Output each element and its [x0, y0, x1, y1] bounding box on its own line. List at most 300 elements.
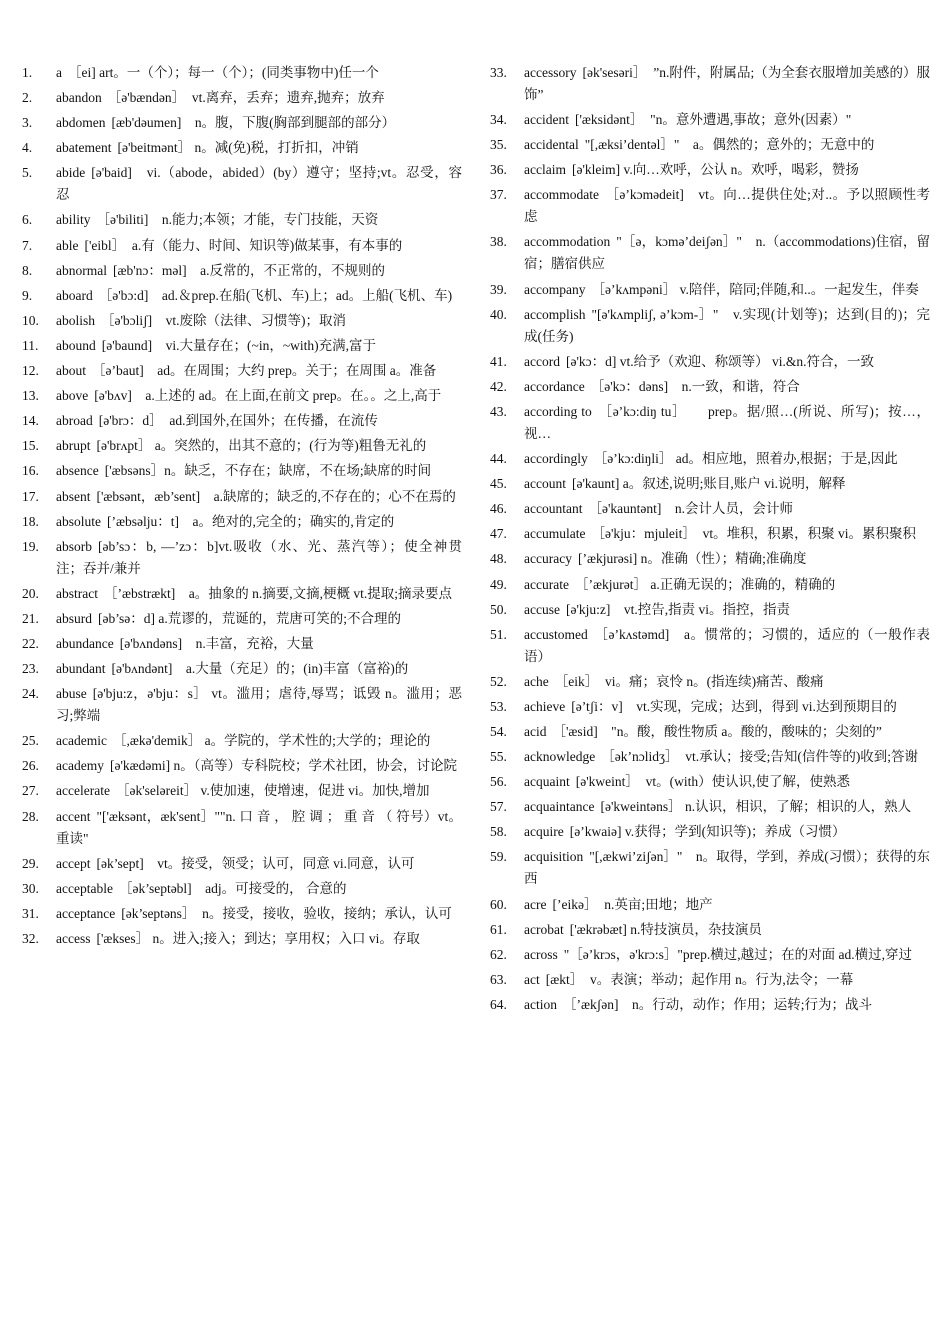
- entry-body: [56, 285, 462, 307]
- entry-body: [524, 62, 930, 106]
- entry-number: 39.: [490, 281, 507, 297]
- entry-definition: ［ə'bændən］ vt.离弃，丢弃；遗弃,抛弃；放弃: [107, 90, 385, 106]
- entry-definition: ［ə'kɔ：dəns] n.一致，和谐，符合: [590, 378, 800, 394]
- vocab-entry: [490, 401, 930, 445]
- entry-number: 60.: [490, 896, 507, 912]
- entry-number: 34.: [490, 112, 507, 128]
- vocab-entry: [490, 796, 930, 818]
- entry-number: 37.: [490, 187, 507, 203]
- entry-body: [524, 671, 930, 693]
- vocab-entry: [490, 894, 930, 916]
- entry-headword: absence: [56, 463, 99, 479]
- entry-headword: absorb: [56, 538, 92, 554]
- entry-number: 18.: [22, 513, 39, 529]
- entry-headword: accustomed: [524, 626, 588, 642]
- entry-body: [56, 683, 462, 727]
- vocab-entry: [490, 919, 930, 941]
- vocab-entry: [22, 536, 462, 580]
- entry-number: 54.: [490, 723, 507, 739]
- entry-body: [56, 903, 462, 925]
- entry-definition: ［ə'bɔliʃ] vt.废除（法律、习惯等)；取消: [101, 312, 347, 328]
- entry-body: [56, 335, 462, 357]
- entry-number: 42.: [490, 378, 507, 394]
- entry-headword: action: [524, 996, 557, 1012]
- entry-number: 8.: [22, 262, 33, 278]
- entry-body: [524, 523, 930, 545]
- entry-definition: [ə'kweint］ vt。(with）使认识,使了解，使熟悉: [575, 774, 851, 790]
- vocab-entry: [490, 771, 930, 793]
- entry-body: [56, 410, 462, 432]
- entry-number: 58.: [490, 824, 507, 840]
- entry-definition: [ə'baund] vi.大量存在；(~in，~with)充满,富于: [101, 337, 377, 353]
- entry-headword: ache: [524, 673, 549, 689]
- vocab-entry: [490, 599, 930, 621]
- entry-definition: ['ækrəbæt] n.特技演员，杂技演员: [569, 921, 762, 937]
- entry-body: [524, 473, 930, 495]
- entry-definition: ['eibl］ a.有（能力、时间、知识等)做某事，有本事的: [84, 237, 403, 253]
- entry-number: 11.: [22, 337, 39, 353]
- entry-body: [56, 486, 462, 508]
- vocab-entry: [490, 159, 930, 181]
- entry-body: [56, 209, 462, 231]
- entry-body: [56, 511, 462, 533]
- entry-body: [524, 846, 930, 890]
- vocab-entry: [490, 498, 930, 520]
- entry-definition: [əb’sɔ：b, —’zɔ：b]vt.吸收（水、光、蒸汽等）；使全神贯注；吞并/兼并: [56, 538, 462, 576]
- vocab-entry: [22, 209, 462, 231]
- entry-body: [56, 658, 462, 680]
- entry-headword: about: [56, 363, 86, 379]
- entry-number: 57.: [490, 799, 507, 815]
- entry-body: [56, 878, 462, 900]
- entry-definition: [ə'kweintəns］ n.认识，相识，了解；相识的人，熟人: [600, 799, 912, 815]
- entry-headword: accent: [56, 808, 91, 824]
- entry-number: 59.: [490, 849, 507, 865]
- entry-headword: abolish: [56, 312, 95, 328]
- entry-body: [56, 260, 462, 282]
- entry-definition: [ə'kaunt] a。叙述,说明;账目,账户 vi.说明，解释: [571, 476, 846, 492]
- entry-body: [56, 235, 462, 257]
- vocab-entry: [22, 435, 462, 457]
- entry-definition: ［ə'kju：mjuleit］ vt。堆积，积累，积聚 vi。累积聚积: [591, 526, 917, 542]
- vocab-entry: [22, 486, 462, 508]
- entry-body: [56, 755, 462, 777]
- vocab-entry: [22, 162, 462, 206]
- entry-number: 33.: [490, 65, 507, 80]
- entry-number: 47.: [490, 526, 507, 542]
- entry-number: 32.: [22, 930, 39, 946]
- entry-definition: [ə'kju:z] vt.控告,指责 vi。指控，指责: [565, 601, 791, 617]
- vocab-entry: [490, 721, 930, 743]
- entry-definition: [ə'bʌndəns] n.丰富，充裕，大量: [119, 635, 314, 651]
- entry-body: [524, 304, 930, 348]
- entry-number: 14.: [22, 413, 39, 429]
- entry-headword: acrobat: [524, 921, 564, 937]
- entry-definition: "[ə'kʌmpliʃ, ə’kɔm-］" v.实现(计划等)；达到(目的)；完成(任务): [524, 306, 930, 344]
- entry-body: [524, 771, 930, 793]
- vocab-entry: [22, 235, 462, 257]
- entry-number: 61.: [490, 921, 507, 937]
- entry-headword: abide: [56, 165, 86, 181]
- vocab-entry: [490, 944, 930, 966]
- entry-definition: ［eik］ vi。痛；哀怜 n。(指连续)痛苦、酸痛: [554, 673, 824, 689]
- vocab-entry: [490, 821, 930, 843]
- entry-headword: accept: [56, 855, 91, 871]
- entry-headword: according to: [524, 403, 592, 419]
- entry-headword: academy: [56, 758, 104, 774]
- vocab-entry: [22, 511, 462, 533]
- vocab-entry: [22, 928, 462, 950]
- entry-headword: accomplish: [524, 306, 586, 322]
- entry-number: 36.: [490, 162, 507, 178]
- entry-number: 20.: [22, 585, 39, 601]
- entry-headword: abundance: [56, 635, 114, 651]
- entry-definition: ['æksidənt］ "n。意外遭遇,事故；意外(因素）": [574, 112, 852, 128]
- entry-definition: [ə’tʃi：v] vt.实现，完成；达到，得到 vi.达到预期目的: [571, 698, 897, 714]
- vocab-entry: [22, 683, 462, 727]
- entry-definition: ［’æbstrækt] a。抽象的 n.摘要,文摘,梗概 vt.提取;摘录要点: [103, 585, 452, 601]
- entry-headword: across: [524, 946, 558, 962]
- entry-number: 53.: [490, 698, 507, 714]
- entry-body: [524, 894, 930, 916]
- entry-definition: ［,ækə'demik］ a。学院的，学术性的;大学的；理论的: [112, 733, 431, 749]
- entry-headword: abroad: [56, 413, 93, 429]
- entry-definition: ［ə'biliti] n.能力;本领；才能，专门技能，天资: [96, 212, 379, 228]
- entry-headword: abundant: [56, 661, 106, 677]
- entry-body: [56, 608, 462, 630]
- entry-number: 46.: [490, 501, 507, 517]
- vocab-entry: [490, 231, 930, 275]
- entry-headword: absurd: [56, 610, 92, 626]
- entry-body: [524, 134, 930, 156]
- left-column: [22, 62, 462, 953]
- entry-definition: [ə’kwaiə] v.获得；学到(知识等)；养成（习惯）: [569, 824, 846, 840]
- vocab-entry: [490, 304, 930, 348]
- entry-headword: abrupt: [56, 438, 91, 454]
- vocab-entry: [490, 746, 930, 768]
- entry-number: 48.: [490, 551, 507, 567]
- entry-body: [524, 624, 930, 668]
- entry-headword: access: [56, 930, 91, 946]
- entry-headword: act: [524, 971, 540, 987]
- entry-definition: [ə'baid] vi.（abode，abided）(by）遵守；坚持;vt。忍受，容忍: [56, 165, 462, 203]
- entry-body: [56, 460, 462, 482]
- entry-body: [524, 944, 930, 966]
- entry-body: [524, 401, 930, 445]
- entry-headword: accountant: [524, 501, 583, 517]
- entry-body: [56, 360, 462, 382]
- entry-body: [56, 928, 462, 950]
- entry-body: [524, 696, 930, 718]
- vocab-entry: [22, 780, 462, 802]
- vocab-entry: [22, 410, 462, 432]
- entry-number: 6.: [22, 212, 33, 228]
- entry-definition: ［ə’kɔmədeit] vt。向…提供住处;对..。予以照顾性考虑: [524, 187, 930, 225]
- entry-body: [524, 821, 930, 843]
- entry-headword: academic: [56, 733, 107, 749]
- vocab-entry: [490, 574, 930, 596]
- entry-headword: accumulate: [524, 526, 586, 542]
- vocab-entry: [22, 633, 462, 655]
- entry-definition: ［ək'seləreit］ v.使加速，使增速，促进 vi。加快,增加: [115, 783, 430, 799]
- entry-headword: acceptable: [56, 880, 113, 896]
- entry-number: 9.: [22, 287, 33, 303]
- entry-headword: accidental: [524, 137, 579, 153]
- vocab-entry: [22, 755, 462, 777]
- entry-headword: accommodation: [524, 234, 611, 250]
- entry-headword: aboard: [56, 287, 93, 303]
- entry-number: 12.: [22, 363, 39, 379]
- vocab-entry: [22, 583, 462, 605]
- entry-definition: [’æbsəlju：t] a。绝对的,完全的；确实的,肯定的: [107, 513, 395, 529]
- entry-definition: [ək’septəns］ n。接受，接收，验收，接纳；承认，认可: [121, 905, 452, 921]
- entry-number: 7.: [22, 237, 33, 253]
- entry-definition: ［ək’septəbl] adj。可接受的， 合意的: [118, 880, 347, 896]
- vocab-entry: [490, 279, 930, 301]
- entry-definition: ['ækses］ n。进入;接入；到达；享用权；入口 vi。存取: [96, 930, 420, 946]
- entry-headword: acknowledge: [524, 749, 596, 765]
- vocab-entry: [22, 608, 462, 630]
- right-column: [490, 62, 930, 1019]
- entry-number: 5.: [22, 165, 33, 181]
- vocab-entry: [490, 134, 930, 156]
- entry-body: [524, 159, 930, 181]
- entry-number: 45.: [490, 476, 507, 492]
- entry-number: 3.: [22, 115, 33, 131]
- entry-body: [524, 746, 930, 768]
- entry-definition: "[,æksi’dentəl］" a。偶然的；意外的；无意中的: [584, 137, 875, 153]
- entry-body: [524, 498, 930, 520]
- entry-definition: ['æbsəns］n。缺乏，不存在；缺席，不在场;缺席的时间: [104, 463, 432, 479]
- vocab-entry: [490, 671, 930, 693]
- vocab-entry: [22, 360, 462, 382]
- entry-definition: ［ə’kɔ:diŋ tu］ prep。据/照…(所说、所写)；按…，视…: [524, 403, 930, 441]
- entry-number: 16.: [22, 463, 39, 479]
- entry-definition: [ə'brʌpt］ a。突然的，出其不意的；(行为等)粗鲁无礼的: [96, 438, 427, 454]
- vocab-entry: [22, 853, 462, 875]
- vocab-entry: [22, 335, 462, 357]
- entry-headword: absent: [56, 488, 91, 504]
- entry-number: 51.: [490, 626, 507, 642]
- entry-definition: [ə'brɔ：d］ ad.到国外,在国外；在传播，在流传: [98, 413, 378, 429]
- entry-definition: [ə'kædəmi] n。（高等）专科院校；学术社团，协会，讨论院: [109, 758, 458, 774]
- entry-number: 40.: [490, 306, 507, 322]
- entry-number: 2.: [22, 90, 33, 106]
- entry-number: 31.: [22, 905, 39, 921]
- entry-definition: "［ə’krɔs，ə'krɔ:s］"prep.横过,越过；在的对面 ad.横过,穿过: [563, 946, 913, 962]
- entry-headword: abound: [56, 337, 96, 353]
- entry-body: [524, 448, 930, 470]
- entry-body: [56, 162, 462, 206]
- entry-number: 50.: [490, 601, 507, 617]
- entry-definition: ［ək’nɔlidʒ］ vt.承认；接受;告知(信件等的)收到;答谢: [601, 749, 919, 765]
- entry-headword: accordance: [524, 378, 585, 394]
- vocab-entry: [490, 548, 930, 570]
- entry-number: 64.: [490, 996, 507, 1012]
- entry-number: 43.: [490, 403, 507, 419]
- vocab-entry: [490, 969, 930, 991]
- entry-body: [524, 994, 930, 1016]
- entry-definition: [ə'kɔ：d] vt.给予（欢迎、称颂等） vi.&n.符合，一致: [565, 353, 875, 369]
- entry-headword: abuse: [56, 686, 87, 702]
- entry-headword: abandon: [56, 90, 102, 106]
- entry-headword: accuracy: [524, 551, 572, 567]
- entry-definition: ［ə'bɔ:d] ad.＆prep.在船(飞机、车)上；ad。上船(飞机、车): [98, 287, 453, 303]
- entry-headword: acid: [524, 723, 547, 739]
- entry-number: 10.: [22, 312, 39, 328]
- entry-number: 24.: [22, 686, 39, 702]
- entry-body: [524, 796, 930, 818]
- entry-headword: acquaintance: [524, 799, 595, 815]
- entry-number: 52.: [490, 673, 507, 689]
- entry-definition: ［ə’kʌstəmd] a。惯常的；习惯的，适应的（一般作表语）: [524, 626, 930, 664]
- entry-body: [56, 806, 462, 850]
- vocab-entry: [22, 878, 462, 900]
- entry-number: 26.: [22, 758, 39, 774]
- entry-number: 15.: [22, 438, 39, 454]
- vocab-entry: [22, 730, 462, 752]
- entry-definition: [æb'nɔ：məl] a.反常的，不正常的，不规则的: [112, 262, 386, 278]
- vocab-entry: [490, 473, 930, 495]
- vocab-entry: [490, 994, 930, 1016]
- entry-body: [56, 137, 462, 159]
- entry-body: [524, 184, 930, 228]
- entry-definition: [ækt］ v。表演；举动；起作用 n。行为,法令；一幕: [545, 971, 854, 987]
- entry-headword: accord: [524, 353, 560, 369]
- entry-definition: ［’ækʃən] n。行动，动作；作用；运转;行为；战斗: [563, 996, 872, 1012]
- entry-body: [524, 376, 930, 398]
- vocab-entry: [490, 184, 930, 228]
- entry-headword: acre: [524, 896, 547, 912]
- entry-number: 4.: [22, 140, 33, 156]
- entry-body: [524, 109, 930, 131]
- vocab-entry: [490, 846, 930, 890]
- vocab-entry: [22, 260, 462, 282]
- entry-body: [524, 279, 930, 301]
- vocab-entry: [22, 87, 462, 109]
- entry-body: [56, 583, 462, 605]
- entry-body: [524, 919, 930, 941]
- entry-body: [56, 435, 462, 457]
- entry-headword: acclaim: [524, 162, 566, 178]
- entry-headword: accelerate: [56, 783, 110, 799]
- vocab-entry: [22, 137, 462, 159]
- entry-number: 13.: [22, 388, 39, 404]
- entry-number: 21.: [22, 610, 39, 626]
- vocab-entry: [490, 523, 930, 545]
- vocab-entry: [490, 624, 930, 668]
- entry-definition: [əb’sə：d] a.荒谬的，荒诞的，荒唐可笑的;不合理的: [98, 610, 401, 626]
- entry-body: [56, 633, 462, 655]
- entry-headword: accuse: [524, 601, 560, 617]
- vocab-entry: [22, 903, 462, 925]
- entry-number: 55.: [490, 749, 507, 765]
- entry-headword: accident: [524, 112, 569, 128]
- entry-definition: [ə'kleim] v.向…欢呼，公认 n。欢呼，喝彩，赞扬: [571, 162, 859, 178]
- entry-number: 25.: [22, 733, 39, 749]
- vocab-entry: [22, 285, 462, 307]
- vocab-entry: [490, 448, 930, 470]
- entry-headword: abatement: [56, 140, 112, 156]
- entry-headword: abdomen: [56, 115, 106, 131]
- entry-body: [524, 548, 930, 570]
- entry-headword: able: [56, 237, 79, 253]
- entry-number: 44.: [490, 451, 507, 467]
- entry-headword: accompany: [524, 281, 586, 297]
- entry-number: 17.: [22, 488, 39, 504]
- entry-definition: ［ə’baut] ad。在周围；大约 prep。关于；在周围 a。准备: [92, 363, 437, 379]
- entry-headword: achieve: [524, 698, 566, 714]
- entry-body: [56, 385, 462, 407]
- entry-headword: acquisition: [524, 849, 584, 865]
- entry-definition: [ə'bju:z，ə'bju：s］ vt。滥用；虐待,辱骂；诋毁 n。滥用；恶习;弊端: [56, 686, 462, 724]
- entry-number: 49.: [490, 576, 507, 592]
- entry-definition: "[,ækwi’ziʃən］" n。取得，学到，养成(习惯）；获得的东西: [524, 849, 930, 887]
- entry-body: [56, 780, 462, 802]
- entry-definition: ［ei] art。一（个）；每一（个）；(同类事物中)任一个: [68, 65, 379, 80]
- entry-number: 28.: [22, 808, 39, 824]
- entry-headword: accordingly: [524, 451, 588, 467]
- entry-number: 41.: [490, 353, 507, 369]
- entry-number: 23.: [22, 661, 39, 677]
- vocab-entry: [490, 62, 930, 106]
- entry-definition: [æb'dəumen] n。腹，下腹(胸部到腿部的部分）: [111, 115, 396, 131]
- entry-body: [524, 574, 930, 596]
- entry-body: [56, 112, 462, 134]
- entry-headword: acceptance: [56, 905, 116, 921]
- vocab-entry: [490, 351, 930, 373]
- vocab-entry: [22, 62, 462, 84]
- entry-body: [56, 62, 462, 84]
- entry-definition: ［ə’kɔ:diŋli］ ad。相应地，照着办,根据；于是,因此: [593, 451, 898, 467]
- entry-body: [524, 969, 930, 991]
- entry-number: 19.: [22, 538, 39, 554]
- entry-headword: abnormal: [56, 262, 107, 278]
- entry-number: 29.: [22, 855, 39, 871]
- vocab-entry: [22, 806, 462, 850]
- entry-number: 63.: [490, 971, 507, 987]
- entry-body: [524, 721, 930, 743]
- entry-definition: [’ækjurəsi] n。准确（性）；精确;准确度: [577, 551, 807, 567]
- entry-body: [524, 351, 930, 373]
- vocab-entry: [490, 376, 930, 398]
- entry-number: 30.: [22, 880, 39, 896]
- entry-headword: account: [524, 476, 566, 492]
- entry-body: [56, 730, 462, 752]
- entry-headword: accurate: [524, 576, 569, 592]
- entry-number: 22.: [22, 635, 39, 651]
- entry-definition: [ə'bʌv] a.上述的 ad。在上面,在前文 prep。在。。之上,高于: [94, 388, 442, 404]
- entry-number: 35.: [490, 137, 507, 153]
- entry-body: [524, 599, 930, 621]
- entry-definition: ['æbsənt，æb’sent] a.缺席的；缺乏的,不存在的；心不在焉的: [96, 488, 456, 504]
- vocab-entry: [22, 460, 462, 482]
- entry-number: 1.: [22, 65, 33, 80]
- entry-headword: acquaint: [524, 774, 570, 790]
- entry-definition: ［ə'kauntənt] n.会计人员，会计师: [588, 501, 794, 517]
- entry-definition: ［'æsid] "n。酸，酸性物质 a。酸的，酸味的；尖刻的”: [552, 723, 882, 739]
- entry-headword: accessory: [524, 65, 577, 80]
- entry-number: 27.: [22, 783, 39, 799]
- entry-definition: [ək'sesəri］ ”n.附件，附属品;（为全套衣服增加美感的）服饰”: [524, 65, 930, 102]
- entry-number: 56.: [490, 774, 507, 790]
- entry-headword: abstract: [56, 585, 98, 601]
- entry-definition: [’eikə］ n.英亩;田地；地产: [552, 896, 713, 912]
- entry-definition: "['æksənt，æk'sent］""n. 口 音 ， 腔 调 ； 重 音 （ 符号）vt。重读": [56, 808, 462, 846]
- entry-headword: absolute: [56, 513, 101, 529]
- entry-definition: ［’ækjurət］ a.正确无误的；准确的，精确的: [574, 576, 836, 592]
- entry-definition: "［ə，kɔmə’deiʃən］" n.（accommodations)住宿，留宿；膳宿供应: [524, 234, 930, 272]
